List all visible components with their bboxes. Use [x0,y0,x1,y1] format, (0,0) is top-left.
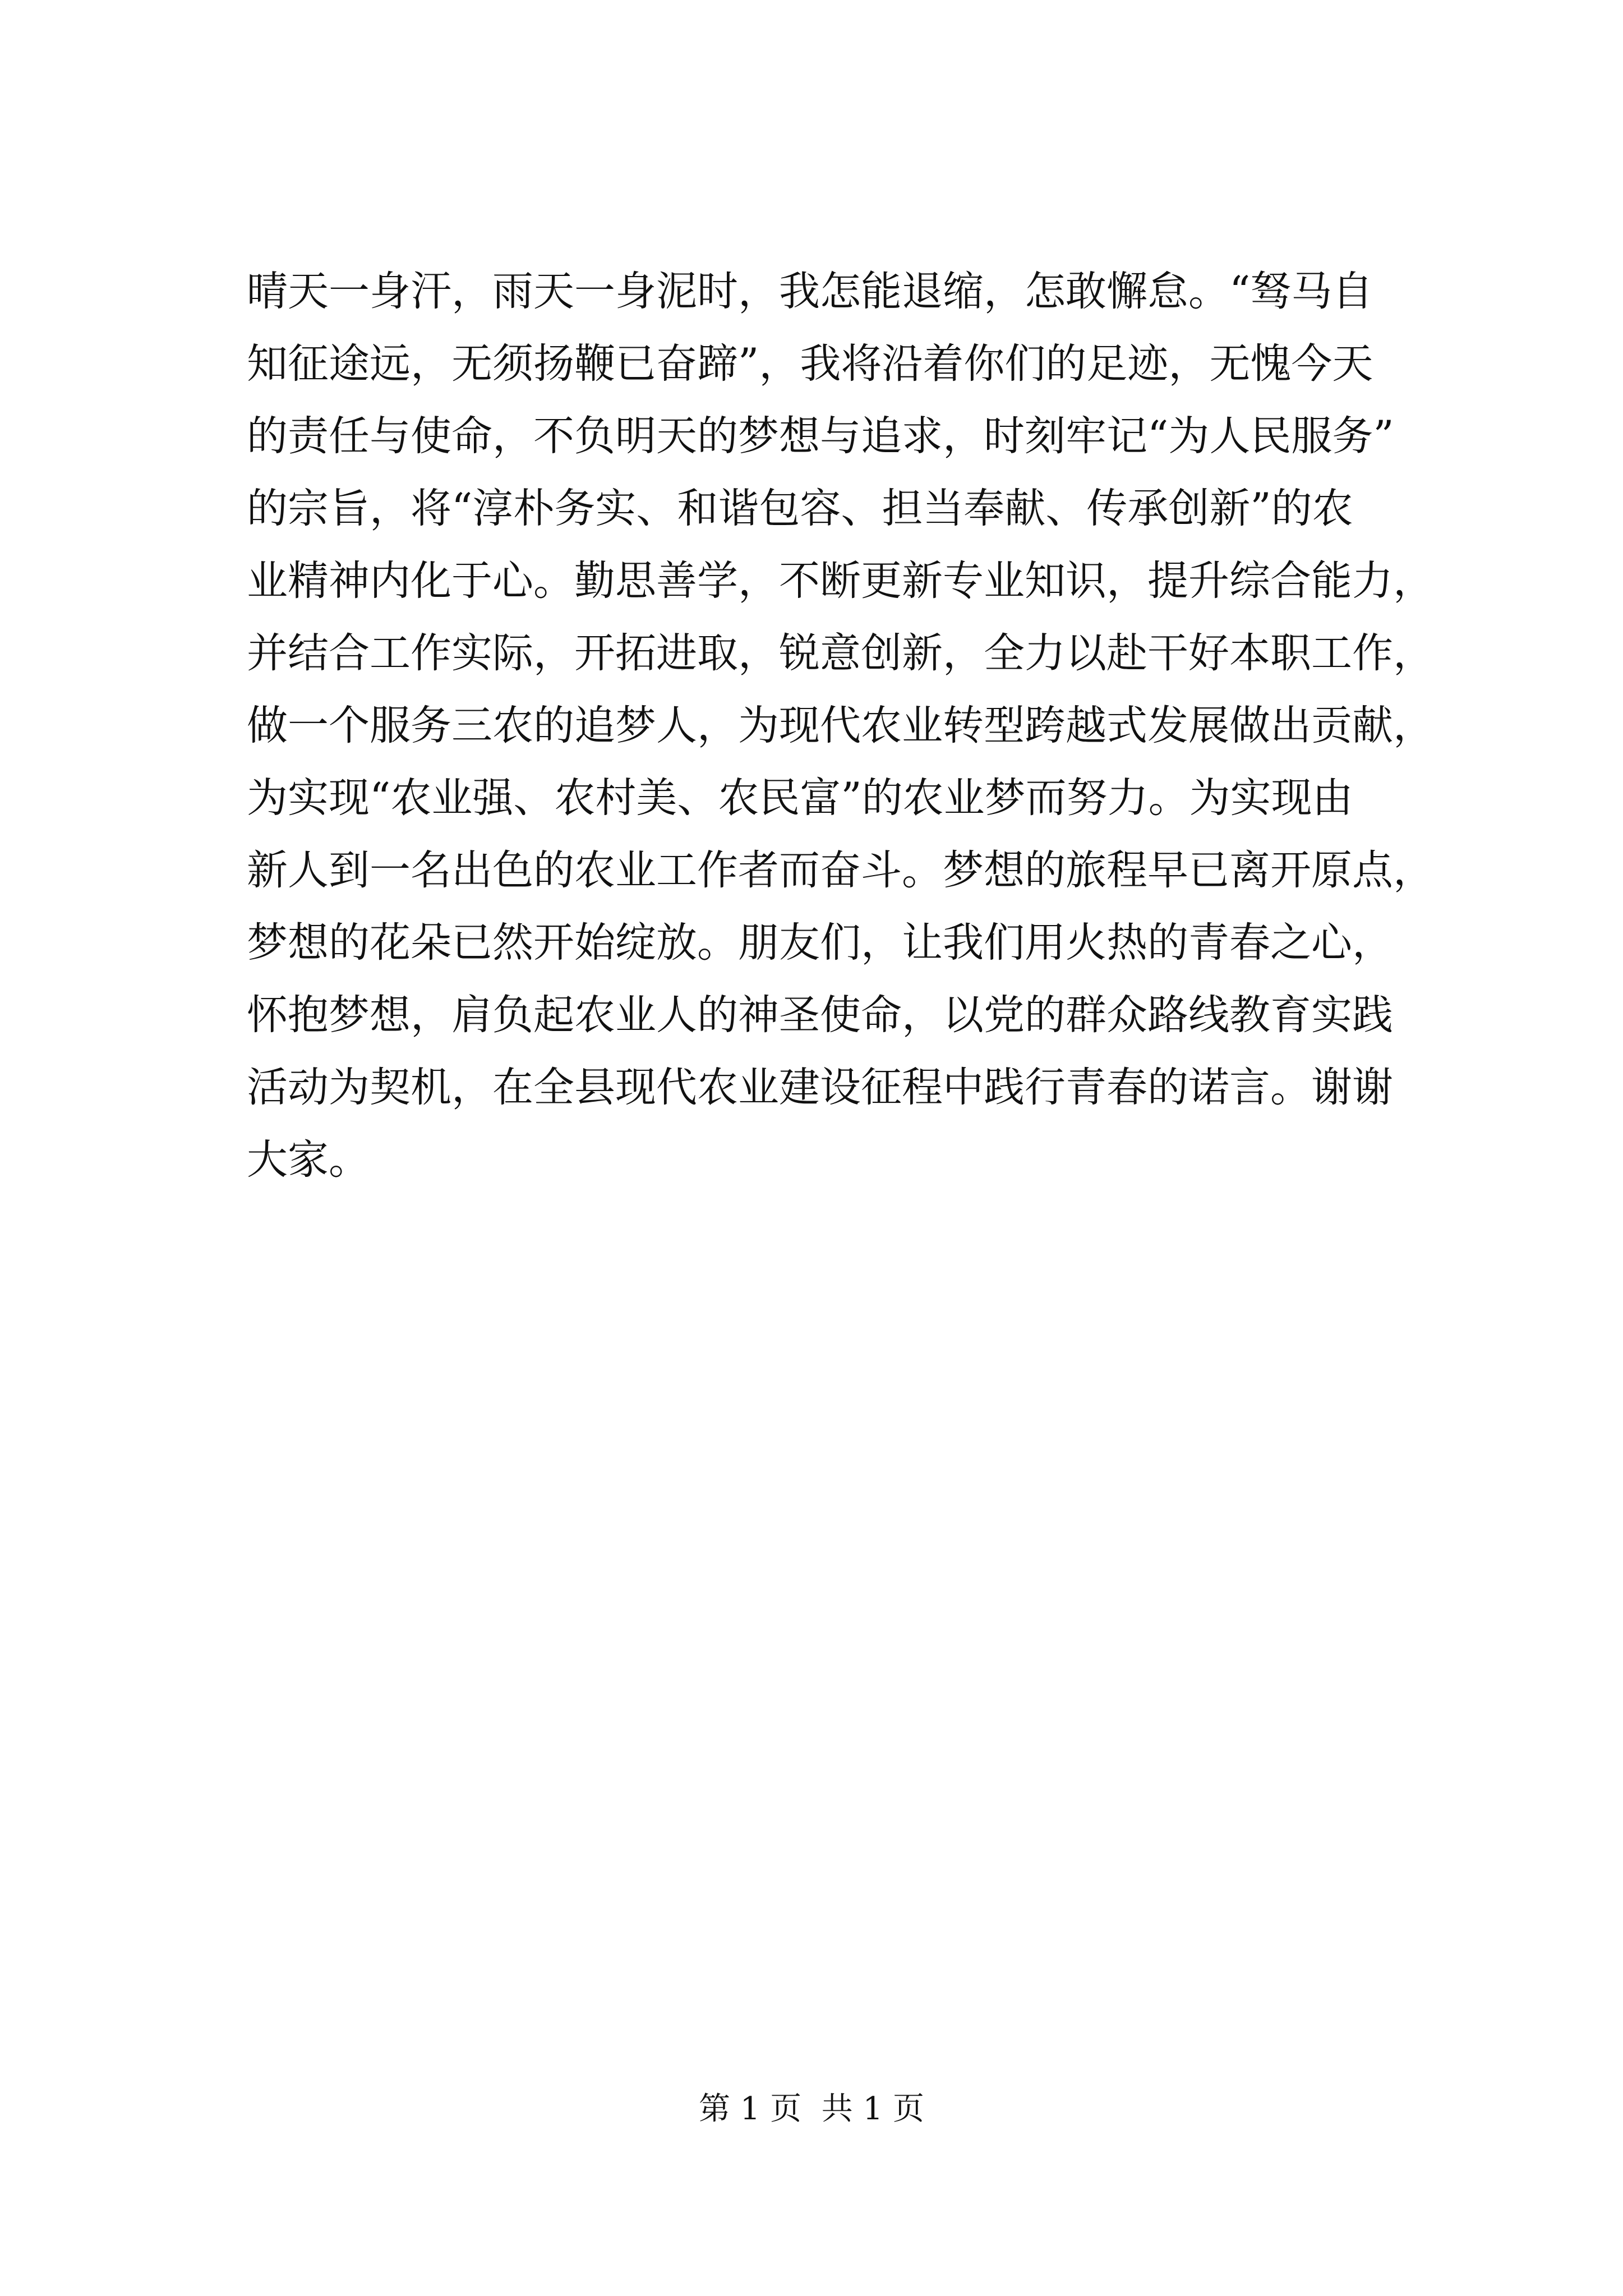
text-line: 梦想的花朵已然开始绽放。朋友们，让我们用火热的青春之心， [247,919,1393,967]
text-line: 新人到一名出色的农业工作者而奋斗。梦想的旅程早已离开原点， [247,846,1434,894]
text-line: 做一个服务三农的追梦人，为现代农业转型跨越式发展做出贡献， [247,702,1434,749]
text-line: 活动为契机，在全县现代农业建设征程中践行青春的诺言。谢谢 [247,1064,1393,1111]
text-line: 为实现“农业强、农村美、农民富”的农业梦而努力。为实现由 [247,774,1353,822]
text-line: 并结合工作实际，开拓进取，锐意创新，全力以赴干好本职工作， [247,629,1434,677]
text-line: 业精神内化于心。勤思善学，不断更新专业知识，提升综合能力， [247,557,1434,605]
text-line: 怀抱梦想，肩负起农业人的神圣使命，以党的群众路线教育实践 [247,991,1393,1039]
text-line: 的宗旨，将“淳朴务实、和谐包容、担当奉献、传承创新”的农 [247,485,1353,532]
text-line: 大家。 [247,1136,370,1184]
text-line: 晴天一身汗，雨天一身泥时，我怎能退缩，怎敢懈怠。“驽马自 [247,268,1373,315]
text-line: 的责任与使命，不负明天的梦想与追求，时刻牢记“为人民服务” [247,412,1394,460]
page-footer: 第 1 页 共 1 页 [698,2091,925,2127]
body-text [247,255,1434,1196]
text-line: 知征途远，无须扬鞭已奋蹄”，我将沿着你们的足迹，无愧今天 [247,340,1373,388]
